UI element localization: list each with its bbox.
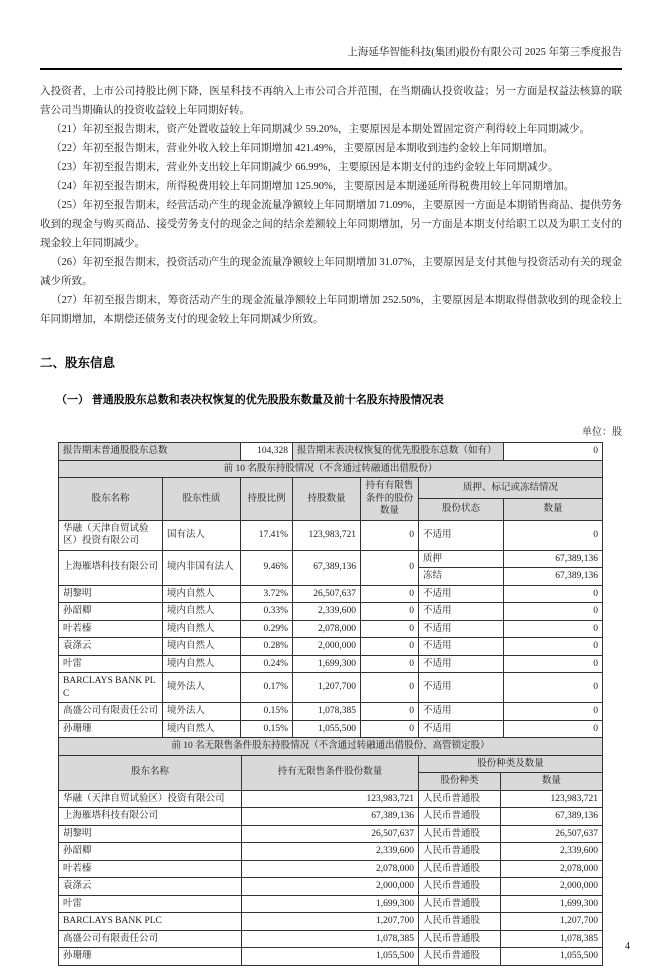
cell-qty: 1,207,700 bbox=[293, 673, 361, 703]
section-heading-shareholder-info: 二、股东信息 bbox=[40, 356, 116, 370]
cell-restricted: 0 bbox=[361, 620, 419, 638]
table-row bbox=[59, 948, 603, 966]
cell-share-qty: 1,055,500 bbox=[501, 948, 603, 966]
col-header-pledge-group: 质押、标记或冻结情况 bbox=[419, 478, 603, 499]
report-title: 上海延华智能科技(集团)股份有限公司 2025 年第三季度报告 bbox=[40, 44, 622, 70]
table-row bbox=[59, 638, 603, 656]
cell-name: 孙韶卿 bbox=[59, 603, 163, 621]
cell-share-type: 人民币普通股 bbox=[419, 825, 501, 843]
band-unrestricted-title: 前 10 名无限售条件股东持股情况（不含通过转融通出借股份、高管锁定股） bbox=[59, 738, 603, 756]
table-row bbox=[59, 843, 603, 861]
header-row bbox=[59, 478, 603, 499]
cell-name: 叶若榛 bbox=[59, 620, 163, 638]
cell-pledge-status: 不适用 bbox=[419, 638, 504, 656]
cell-pledge-qty: 67,389,136 bbox=[504, 568, 603, 586]
cell-share-type: 人民币普通股 bbox=[419, 930, 501, 948]
cell-name: 胡黎明 bbox=[59, 585, 163, 603]
cell-pledge-qty: 0 bbox=[504, 655, 603, 673]
band-row bbox=[59, 460, 603, 478]
cell-pledge-status: 不适用 bbox=[419, 655, 504, 673]
cell-restricted: 0 bbox=[361, 673, 419, 703]
cell-nature: 境内非国有法人 bbox=[163, 550, 241, 585]
table-row bbox=[59, 550, 603, 568]
summary-row bbox=[59, 443, 603, 461]
cell-qty: 26,507,637 bbox=[293, 585, 361, 603]
cell-ratio: 0.24% bbox=[241, 655, 293, 673]
cell-free-qty: 2,339,600 bbox=[242, 843, 419, 861]
cell-restricted: 0 bbox=[361, 720, 419, 738]
cell-nature: 境外法人 bbox=[163, 703, 241, 721]
paragraph-item-22: （22）年初至报告期末，营业外收入较上年同期增加 421.49%，主要原因是本期收到违约金较上年同期增加。 bbox=[51, 143, 554, 154]
cell-name: 华融（天津自贸试验区）投资有限公司 bbox=[59, 520, 163, 550]
table-row bbox=[59, 620, 603, 638]
col-header-free-qty: 持有无限售条件股份数量 bbox=[242, 755, 419, 790]
cell-name: 高盛公司有限责任公司 bbox=[59, 703, 163, 721]
paragraph-item-26: （26）年初至报告期末，投资活动产生的现金流量净额较上年同期增加 31.07%，主要原因是支付其他与投资活动有关的现金减少所致。 bbox=[40, 257, 622, 287]
cell-nature: 境内自然人 bbox=[163, 720, 241, 738]
cell-share-qty: 1,699,300 bbox=[501, 895, 603, 913]
cell-ratio: 0.15% bbox=[241, 720, 293, 738]
cell-preferred-holders-value: 0 bbox=[504, 443, 603, 461]
cell-name: 袁涤云 bbox=[59, 878, 242, 896]
col-header-pledge-qty: 数量 bbox=[504, 499, 603, 520]
cell-free-qty: 1,078,385 bbox=[242, 930, 419, 948]
cell-name: 高盛公司有限责任公司 bbox=[59, 930, 242, 948]
cell-preferred-holders-label: 报告期末表决权恢复的优先股股东总数（如有） bbox=[293, 443, 504, 461]
cell-restricted: 0 bbox=[361, 703, 419, 721]
cell-name: 叶雷 bbox=[59, 655, 163, 673]
cell-pledge-qty: 0 bbox=[504, 585, 603, 603]
cell-qty: 123,983,721 bbox=[293, 520, 361, 550]
cell-ratio: 0.17% bbox=[241, 673, 293, 703]
cell-name: 孙珊珊 bbox=[59, 948, 242, 966]
cell-nature: 境内自然人 bbox=[163, 638, 241, 656]
cell-qty: 67,389,136 bbox=[293, 550, 361, 585]
table-row bbox=[59, 603, 603, 621]
cell-name: 胡黎明 bbox=[59, 825, 242, 843]
cell-pledge-status: 不适用 bbox=[419, 520, 504, 550]
paragraph-intro: 入投资者，上市公司持股比例下降，医星科技不再纳入上市公司合并范围，在当期确认投资收益；另一方面是权益法核算的联营公司当期确认的投资收益较上年同期好转。 bbox=[40, 86, 622, 116]
cell-name: 上海雁塔科技有限公司 bbox=[59, 550, 163, 585]
cell-restricted: 0 bbox=[361, 655, 419, 673]
cell-nature: 境内自然人 bbox=[163, 585, 241, 603]
cell-pledge-qty: 0 bbox=[504, 638, 603, 656]
cell-share-type: 人民币普通股 bbox=[419, 948, 501, 966]
cell-nature: 境内自然人 bbox=[163, 603, 241, 621]
cell-share-qty: 2,339,600 bbox=[501, 843, 603, 861]
cell-restricted: 0 bbox=[361, 520, 419, 550]
cell-ratio: 0.15% bbox=[241, 703, 293, 721]
cell-free-qty: 1,699,300 bbox=[242, 895, 419, 913]
paragraph-item-27: （27）年初至报告期末，筹资活动产生的现金流量净额较上年同期增加 252.50%，主要原因是本期取得借款收到的现金较上年同期增加，本期偿还债务支付的现金较上年同期减少所致。 bbox=[40, 295, 622, 325]
cell-share-type: 人民币普通股 bbox=[419, 878, 501, 896]
col-header-ratio: 持股比例 bbox=[241, 478, 293, 521]
table-row bbox=[59, 878, 603, 896]
cell-pledge-qty: 0 bbox=[504, 603, 603, 621]
cell-qty: 2,339,600 bbox=[293, 603, 361, 621]
cell-share-qty: 67,389,136 bbox=[501, 808, 603, 826]
cell-qty: 1,699,300 bbox=[293, 655, 361, 673]
col-header-share-qty: 数量 bbox=[501, 773, 603, 791]
cell-name: BARCLAYS BANK PLC bbox=[59, 673, 163, 703]
cell-share-qty: 1,078,385 bbox=[501, 930, 603, 948]
cell-qty: 1,055,500 bbox=[293, 720, 361, 738]
unit-label: 单位：股 bbox=[582, 427, 622, 438]
cell-name: 孙珊珊 bbox=[59, 720, 163, 738]
cell-name: 叶若榛 bbox=[59, 860, 242, 878]
col-header-name: 股东名称 bbox=[59, 478, 163, 521]
cell-name: 孙韶卿 bbox=[59, 843, 242, 861]
cell-nature: 境内自然人 bbox=[163, 620, 241, 638]
cell-free-qty: 123,983,721 bbox=[242, 790, 419, 808]
cell-free-qty: 1,207,700 bbox=[242, 913, 419, 931]
paragraph-item-24: （24）年初至报告期末，所得税费用较上年同期增加 125.90%，主要原因是本期递延所得税费用较上年同期增加。 bbox=[51, 181, 575, 192]
table-row bbox=[59, 808, 603, 826]
cell-ratio: 0.29% bbox=[241, 620, 293, 638]
table-row bbox=[59, 520, 603, 550]
cell-qty: 2,000,000 bbox=[293, 638, 361, 656]
page-number: 4 bbox=[625, 941, 630, 952]
cell-restricted: 0 bbox=[361, 550, 419, 585]
cell-ratio: 0.28% bbox=[241, 638, 293, 656]
cell-restricted: 0 bbox=[361, 585, 419, 603]
subsection-heading-top10-table: （一） 普通股股东总数和表决权恢复的优先股股东数量及前十名股东持股情况表 bbox=[56, 394, 444, 406]
cell-pledge-qty: 0 bbox=[504, 620, 603, 638]
table-row bbox=[59, 703, 603, 721]
cell-pledge-qty: 67,389,136 bbox=[504, 550, 603, 568]
cell-share-qty: 2,078,000 bbox=[501, 860, 603, 878]
cell-free-qty: 67,389,136 bbox=[242, 808, 419, 826]
cell-share-type: 人民币普通股 bbox=[419, 913, 501, 931]
cell-ratio: 17.41% bbox=[241, 520, 293, 550]
cell-common-holders-label: 报告期末普通股股东总数 bbox=[59, 443, 241, 461]
cell-nature: 境外法人 bbox=[163, 673, 241, 703]
table-row bbox=[59, 720, 603, 738]
cell-pledge-qty: 0 bbox=[504, 703, 603, 721]
col-header-qty: 持股数量 bbox=[293, 478, 361, 521]
band-top10-title: 前 10 名股东持股情况（不含通过转融通出借股份） bbox=[59, 460, 603, 478]
cell-free-qty: 2,000,000 bbox=[242, 878, 419, 896]
cell-pledge-status: 不适用 bbox=[419, 703, 504, 721]
table-row bbox=[59, 655, 603, 673]
col-header-restricted: 持有有限售条件的股份数量 bbox=[361, 478, 419, 521]
col-header-name: 股东名称 bbox=[59, 755, 242, 790]
cell-pledge-status: 质押 bbox=[419, 550, 504, 568]
band-row bbox=[59, 738, 603, 756]
cell-share-type: 人民币普通股 bbox=[419, 895, 501, 913]
cell-share-qty: 26,507,637 bbox=[501, 825, 603, 843]
paragraph-item-21: （21）年初至报告期末，资产处置收益较上年同期减少 59.20%，主要原因是本期处置固定资产利得较上年同期减少。 bbox=[51, 124, 590, 135]
cell-restricted: 0 bbox=[361, 603, 419, 621]
cell-pledge-status: 不适用 bbox=[419, 673, 504, 703]
notes-section bbox=[40, 82, 622, 329]
cell-nature: 境内自然人 bbox=[163, 655, 241, 673]
table-row bbox=[59, 790, 603, 808]
report-page bbox=[0, 44, 662, 966]
table-row bbox=[59, 895, 603, 913]
cell-name: BARCLAYS BANK PLC bbox=[59, 913, 242, 931]
cell-pledge-status: 不适用 bbox=[419, 585, 504, 603]
paragraph-item-25: （25）年初至报告期末，经营活动产生的现金流量净额较上年同期增加 71.09%，主要原因一方面是本期销售商品、提供劳务收到的现金与购买商品、接受劳务支付的现金之间的结余差额较上年同期增加，另一方面是本期支付给职工以及为职工支付的现金较上年同期减少。 bbox=[40, 200, 622, 249]
cell-pledge-qty: 0 bbox=[504, 520, 603, 550]
cell-name: 上海雁塔科技有限公司 bbox=[59, 808, 242, 826]
table-row bbox=[59, 930, 603, 948]
table-row bbox=[59, 825, 603, 843]
table-top10-shareholders bbox=[58, 442, 603, 738]
col-header-share-type: 股份种类 bbox=[419, 773, 501, 791]
cell-free-qty: 2,078,000 bbox=[242, 860, 419, 878]
cell-share-qty: 2,000,000 bbox=[501, 878, 603, 896]
cell-name: 袁涤云 bbox=[59, 638, 163, 656]
cell-pledge-status: 不适用 bbox=[419, 720, 504, 738]
cell-nature: 国有法人 bbox=[163, 520, 241, 550]
cell-name: 华融（天津自贸试验区）投资有限公司 bbox=[59, 790, 242, 808]
cell-ratio: 3.72% bbox=[241, 585, 293, 603]
cell-share-type: 人民币普通股 bbox=[419, 790, 501, 808]
cell-share-type: 人民币普通股 bbox=[419, 843, 501, 861]
cell-free-qty: 1,055,500 bbox=[242, 948, 419, 966]
cell-pledge-status: 冻结 bbox=[419, 568, 504, 586]
cell-name: 叶雷 bbox=[59, 895, 242, 913]
table-row bbox=[59, 585, 603, 603]
cell-share-type: 人民币普通股 bbox=[419, 808, 501, 826]
cell-ratio: 9.46% bbox=[241, 550, 293, 585]
header-row bbox=[59, 755, 603, 773]
table-row bbox=[59, 673, 603, 703]
cell-share-qty: 1,207,700 bbox=[501, 913, 603, 931]
cell-share-type: 人民币普通股 bbox=[419, 860, 501, 878]
table-top10-unrestricted-shareholders bbox=[58, 737, 603, 966]
cell-qty: 2,078,000 bbox=[293, 620, 361, 638]
col-header-nature: 股东性质 bbox=[163, 478, 241, 521]
cell-qty: 1,078,385 bbox=[293, 703, 361, 721]
cell-free-qty: 26,507,637 bbox=[242, 825, 419, 843]
cell-pledge-status: 不适用 bbox=[419, 603, 504, 621]
paragraph-item-23: （23）年初至报告期末，营业外支出较上年同期减少 66.99%，主要原因是本期支付的违约金较上年同期减少。 bbox=[51, 162, 559, 173]
cell-pledge-qty: 0 bbox=[504, 720, 603, 738]
cell-common-holders-value: 104,328 bbox=[241, 443, 293, 461]
cell-ratio: 0.33% bbox=[241, 603, 293, 621]
cell-pledge-qty: 0 bbox=[504, 673, 603, 703]
col-header-type-group: 股份种类及数量 bbox=[419, 755, 603, 773]
table-row bbox=[59, 913, 603, 931]
col-header-pledge-status: 股份状态 bbox=[419, 499, 504, 520]
cell-restricted: 0 bbox=[361, 638, 419, 656]
cell-share-qty: 123,983,721 bbox=[501, 790, 603, 808]
cell-pledge-status: 不适用 bbox=[419, 620, 504, 638]
table-row bbox=[59, 860, 603, 878]
